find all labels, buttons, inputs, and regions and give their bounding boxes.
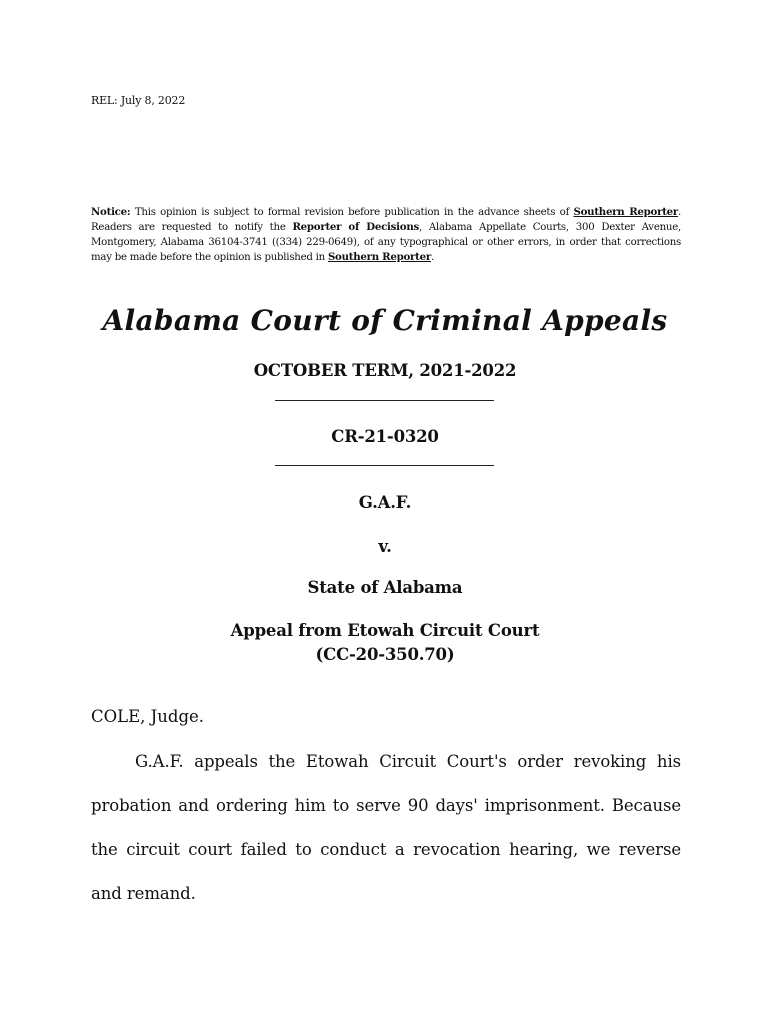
- southern-reporter-ref-2: Southern Reporter: [327, 251, 431, 264]
- term-heading: OCTOBER TERM, 2021-2022: [253, 361, 517, 380]
- notice-text-1: This opinion is subject to formal revision before publication in the advance sheets of: [130, 207, 574, 218]
- appellee-name: State of Alabama: [307, 578, 463, 597]
- notice-text-4: .: [430, 252, 434, 264]
- notice-label: Notice:: [91, 206, 131, 218]
- reporter-of-decisions: Reporter of Decisions: [292, 221, 419, 234]
- case-number: CR-21-0320: [331, 427, 439, 446]
- lower-court-case-number: (CC-20-350.70): [315, 645, 455, 664]
- southern-reporter-ref-1: Southern Reporter: [573, 206, 678, 218]
- opinion-author: COLE, Judge.: [91, 707, 205, 726]
- divider-line: [275, 465, 494, 466]
- appellant-name: G.A.F.: [358, 493, 412, 512]
- divider-line: [275, 400, 494, 401]
- notice-text-2: . Readers are requested to notify the: [91, 207, 681, 234]
- versus-label: v.: [378, 537, 392, 556]
- opinion-paragraph: G.A.F. appeals the Etowah Circuit Court's order revoking his probation and ordering him to serve 90 days' imprisonment. Because the circuit court failed to conduct a revocation hearing, we reverse and remand.: [91, 752, 681, 903]
- court-name-heading: Alabama Court of Criminal Appeals: [102, 304, 668, 337]
- publication-notice: [91, 205, 681, 266]
- release-date: REL: July 8, 2022: [91, 94, 186, 107]
- notice-text-3: , Alabama Appellate Courts, 300 Dexter Avenue, Montgomery, Alabama 36104-3741 ((334) 229-0649), of any typographical or other errors, in order that corrections may be made before the opinion is published in: [91, 222, 681, 264]
- appeal-origin: Appeal from Etowah Circuit Court: [230, 621, 540, 640]
